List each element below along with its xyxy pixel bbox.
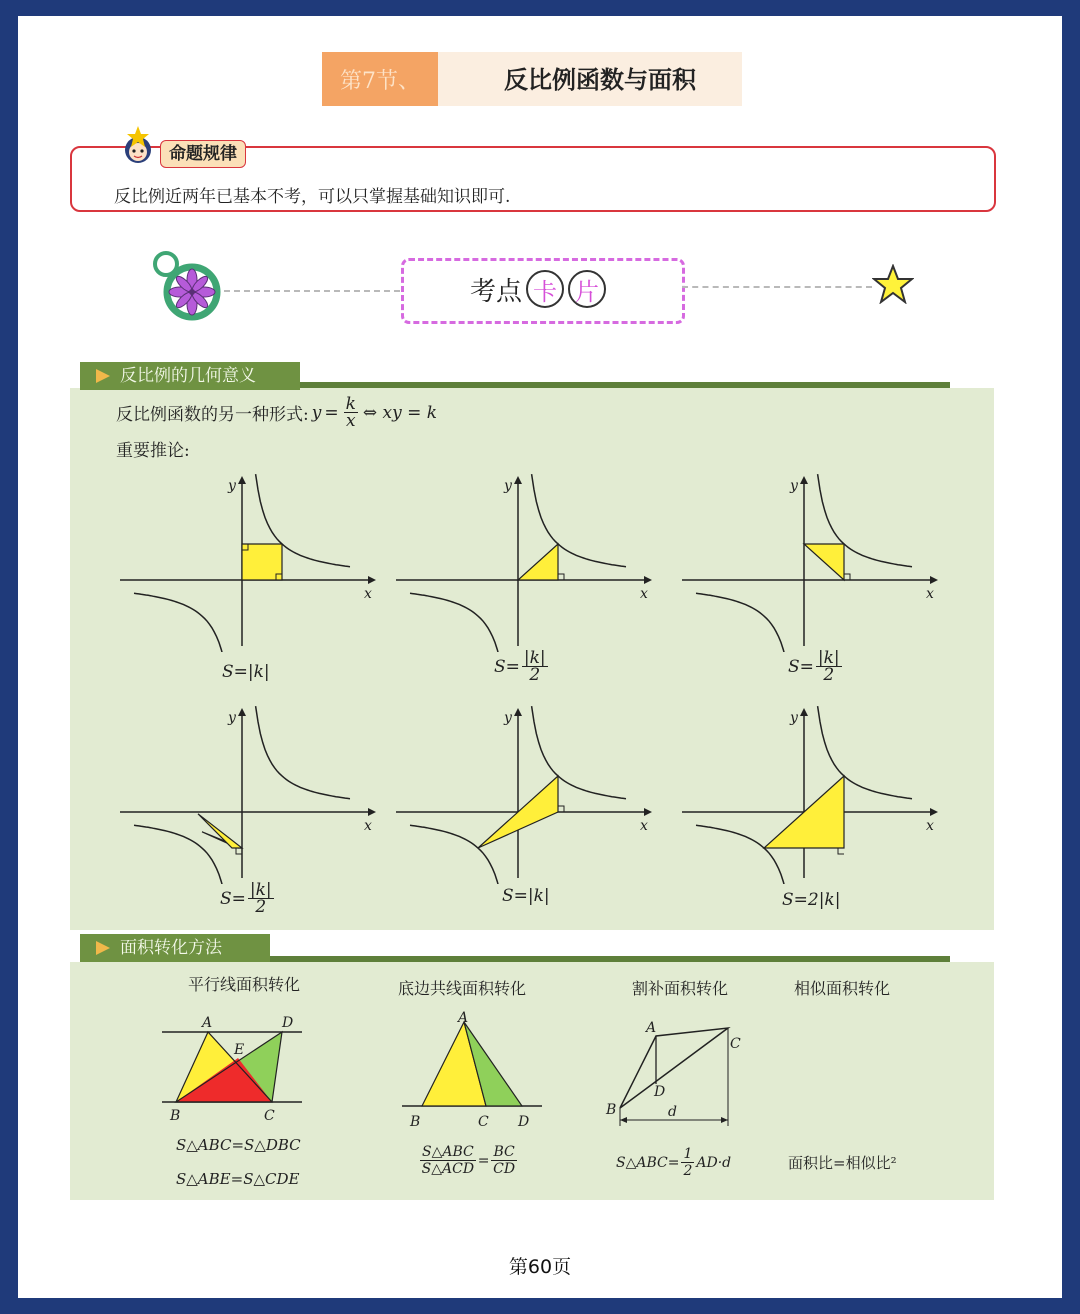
frac-num: |k| [523,648,546,668]
area-tab-label: 面积转化方法 [120,938,222,958]
geo-formula [116,396,437,429]
x-axis-arrow [368,576,376,584]
triangle-area [198,814,242,848]
divider-right [682,286,872,288]
y-axis-label: y [228,478,236,494]
m1-f2-right: S△CDE [243,1170,300,1188]
card-title [470,270,606,308]
m3-formula [616,1146,731,1179]
m2-frac-1 [420,1144,476,1177]
method-2-title: 底边共线面积转化 [398,979,527,998]
eq: = [667,1154,680,1171]
s-prefix: S= [494,656,520,677]
graph-rectangle [120,472,384,652]
hyperbola-branch-q3 [134,825,228,884]
y-axis-arrow [238,708,246,716]
formula-1 [222,662,270,682]
hyperbola-branch-q3 [696,825,790,884]
s-prefix: S= [222,662,248,682]
x-axis-arrow [644,576,652,584]
m2-frac-2 [491,1144,516,1177]
page [18,16,1062,1298]
fraction [522,650,548,683]
pt-A: A [646,1020,657,1036]
frac-den: 2 [823,665,835,685]
formula-den: x [345,411,356,431]
formula-fraction [344,396,358,429]
star-icon [872,264,914,304]
abs-k: |k| [527,886,550,906]
arrow-icon [96,369,110,383]
x-axis-arrow [930,808,938,816]
hyperbola-branch-q1 [532,706,626,799]
triangle-area [804,544,844,580]
hyperbola-branch-q3 [410,825,504,884]
formula-y: y [311,402,322,423]
two-abs-k: 2|k| [807,890,841,910]
pt-C: C [264,1108,275,1122]
y-axis-arrow [800,708,808,716]
right-angle-mark [236,848,242,854]
formula-5 [502,886,550,906]
x-axis-arrow [368,808,376,816]
pt-B: B [170,1108,181,1122]
m3-half [681,1146,694,1179]
parallel-diagram [158,1012,308,1122]
pt-C: C [478,1114,489,1130]
divider-left [224,290,400,292]
right-angle-mark [558,574,564,580]
hyperbola-branch-q1 [532,474,626,567]
m1-formula-2 [176,1170,299,1188]
area-tab [80,934,270,962]
m3-two: 2 [683,1163,693,1179]
formula-2 [494,650,550,683]
frac-den: 2 [529,665,541,685]
right-angle-mark [844,574,850,580]
eq: = [477,1152,490,1169]
inference-label: 重要推论: [116,441,190,461]
graph-symmetric-triangle [396,704,660,884]
section-title: 反比例函数与面积 [504,66,696,94]
m1-f1-left: S△ABC [176,1136,232,1154]
graph-triangle-yaxis [682,472,946,652]
pt-C: C [730,1036,741,1052]
m3-right: AD·d [696,1154,732,1171]
formula-3 [788,650,844,683]
eq: = [230,1170,244,1188]
flower-icon [148,248,224,324]
rule-text: 反比例近两年已基本不考，可以只掌握基础知识即可. [114,187,511,207]
rule-tab: 命题规律 [160,140,246,168]
formula-prefix: 反比例函数的另一种形式: [116,405,309,425]
y-axis-label: y [790,710,798,726]
graph-triangle-origin [396,472,660,652]
right-angle-mark [838,848,844,854]
m2-formula [418,1144,519,1177]
hyperbola-branch-q3 [134,593,228,652]
s-prefix: S= [220,888,246,909]
x-axis-label: x [640,818,648,834]
pt-D: D [282,1015,294,1031]
pt-E: E [234,1042,245,1058]
m2-d1: S△ACD [421,1161,475,1177]
x-axis-label: x [640,586,648,602]
y-axis-label: y [228,710,236,726]
x-axis-arrow [644,808,652,816]
pt-B: B [410,1114,421,1130]
x-axis-label: x [364,818,372,834]
cut-fill-diagram [598,1014,748,1132]
card-prefix: 考点 [470,276,523,307]
pt-D: D [654,1084,666,1100]
m4-text: 面积比=相似比² [788,1154,897,1172]
m3-left: S△ABC [616,1154,668,1171]
graph-triangle-third [120,704,384,884]
page-number: 第60页 [508,1256,572,1278]
y-axis-label: y [790,478,798,494]
card-char-2: 片 [568,270,606,308]
formula-post: ⇔ xy = k [362,402,438,423]
pt-A: A [458,1010,469,1026]
m1-f1-right: S△DBC [244,1136,301,1154]
m2-n1: S△ABC [422,1144,474,1160]
y-axis-arrow [238,476,246,484]
pt-D: D [518,1114,530,1130]
y-axis-arrow [514,476,522,484]
fraction [248,882,274,915]
len-d: d [668,1104,677,1120]
x-axis-label: x [926,818,934,834]
m1-f2-left: S△ABE [176,1170,231,1188]
formula-eq: = [324,402,339,423]
frac-num: |k| [817,648,840,668]
x-axis-label: x [364,586,372,602]
method-1-title: 平行线面积转化 [188,975,301,994]
hyperbola-branch-q1 [256,706,350,799]
m2-n2: BC [493,1144,515,1160]
x-axis-arrow [930,576,938,584]
m2-d2: CD [493,1161,516,1177]
triangle-area [518,544,558,580]
formula-6 [782,890,840,910]
frac-den: 2 [255,897,267,917]
section-number: 第7节、 [322,52,438,106]
card-char-1: 卡 [526,270,564,308]
method-3-title: 割补面积转化 [632,979,729,998]
y-axis-label: y [504,710,512,726]
formula-num: k [345,394,356,414]
m3-one: 1 [683,1146,693,1162]
abs-k: |k| [247,662,270,682]
frac-num: |k| [249,880,272,900]
hyperbola-branch-q1 [818,706,912,799]
geo-tab-label: 反比例的几何意义 [120,366,256,386]
mascot-icon [118,124,158,168]
pt-B: B [606,1102,617,1118]
right-angle-mark [558,806,564,812]
x-axis-label: x [926,586,934,602]
y-axis-arrow [800,476,808,484]
fraction [816,650,842,683]
hyperbola-branch-q3 [696,593,790,652]
y-axis-arrow [514,708,522,716]
s-prefix: S= [782,890,808,910]
formula-4 [220,882,276,915]
method-4-title: 相似面积转化 [794,979,891,998]
m1-formula-1 [176,1136,301,1154]
s-prefix: S= [788,656,814,677]
collinear-diagram [398,1008,548,1132]
hyperbola-branch-q3 [410,593,504,652]
s-prefix: S= [502,886,528,906]
geo-tab [80,362,300,390]
graph-double-triangle [682,704,946,884]
pt-A: A [202,1015,213,1031]
eq: = [231,1136,245,1154]
arrow-icon [96,941,110,955]
y-axis-label: y [504,478,512,494]
